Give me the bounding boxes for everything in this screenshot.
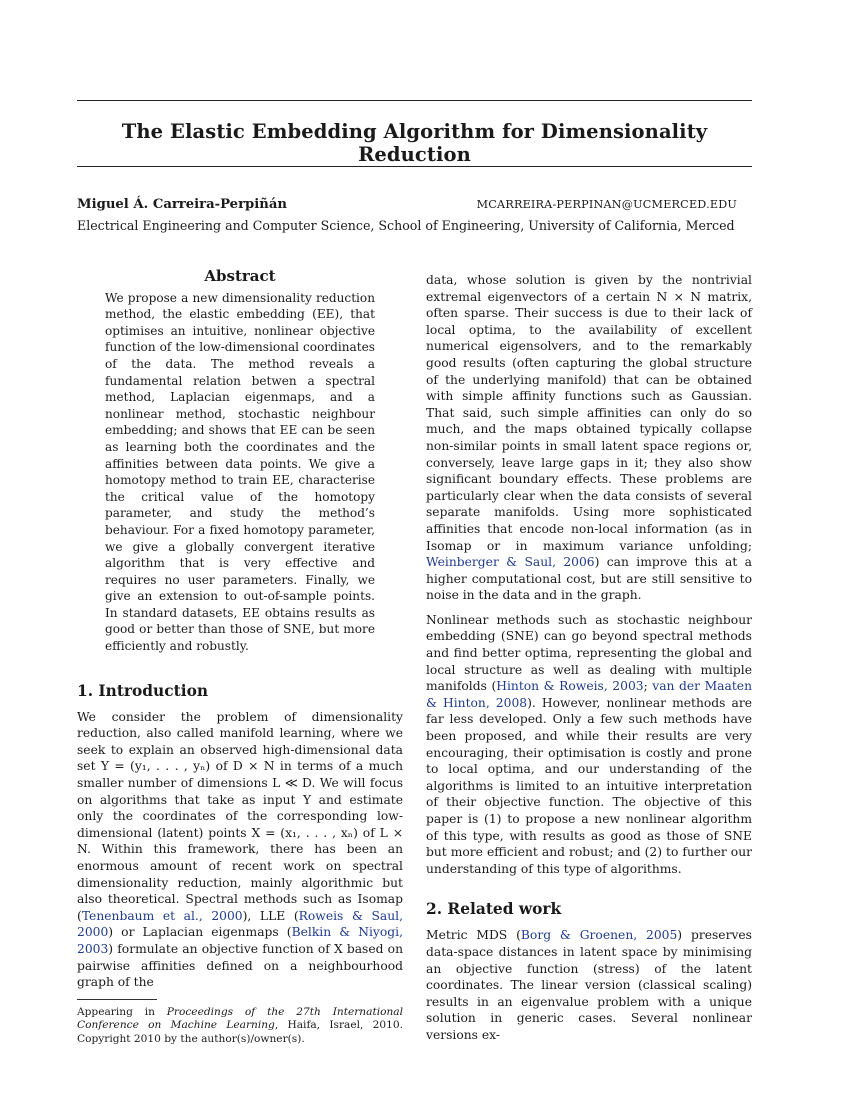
title-top-rule [77,100,752,101]
intro-text-c: ) or Laplacian eigenmaps ( [108,925,292,940]
author-row [77,197,737,213]
intro-text-b: ), LLE ( [242,908,299,923]
author-name: Miguel Á. Carreira-Perpiñán [77,197,287,212]
footnote-venue: Proceedings of the 27th International Conference on Machine Learning [77,1005,403,1032]
intro-cont-text-a: data, whose solution is given by the nontrivial extremal eigenvectors of a certain N × N matrix, often sparse. Their success is due to their lack of local optima, to the availability of excellent numerical eigensolvers, and to the remarkably good results (often capturing the global structure of the underlying manifold) that can be obtained with simple affinity functions such as Gaussian. That said, such simple affinities can only do so much, and the maps obtained typically collapse non-similar points in small latent space regions or, conversely, leave large gaps in it; they also show significant boundary effects. These problems are particularly clear when the data consists of several separate manifolds. Using more sophisticated affinities that encode non-local information (as in Isomap or in maximum variance unfolding; [426,273,752,553]
abstract-heading: Abstract [204,267,276,285]
related-work-paragraph-1 [426,927,752,1043]
paper-title: The Elastic Embedding Algorithm for Dimensionality Reduction [121,120,708,166]
related-text-a: Metric MDS ( [426,928,521,943]
footnote-prefix: Appearing in [77,1005,167,1018]
abstract-body: We propose a new dimensionality reduction method, the elastic embedding (EE), that optimises an intuitive, nonlinear objective function of the low-dimensional coordinates of the data. The method reveals a fundamental relation betwen a spectral method, Laplacian eigenmaps, and a nonlinear method, stochastic neighbour embedding; and shows that EE can be seen as learning both the coordinates and the affinities between data points. We give a homotopy method to train EE, characterise the critical value of the homotopy parameter, and study the method’s behaviour. For a fixed homotopy parameter, we give a globally convergent iterative algorithm that is very effective and requires no user parameters. Finally, we give an extension to out-of-sample points. In standard datasets, EE obtains results as good or better than those of SNE, but more efficiently and robustly. [105,290,375,654]
introduction-paragraph-1 [77,709,403,991]
citation-hinton-roweis[interactable]: Hinton & Roweis, 2003 [496,679,644,694]
title-bottom-rule [77,166,752,167]
author-email[interactable]: MCARREIRA-PERPINAN@UCMERCED.EDU [476,198,737,211]
left-column [77,268,403,1047]
citation-tenenbaum[interactable]: Tenenbaum et al., 2000 [81,908,243,923]
introduction-paragraph-1-continued [426,272,752,604]
introduction-heading: 1. Introduction [77,681,209,700]
footnote [77,1006,403,1047]
intro-cont-text-b: ) can improve this at a higher computational cost, but are still sensitive to noise in the data and in the graph. [426,555,752,603]
related-work-heading: 2. Related work [426,900,562,919]
intro2-sep: ; [643,679,653,694]
intro2-text-a: Nonlinear methods such as stochastic neighbour embedding (SNE) can go beyond spectral methods and find better optima, representing the global and local structure as well as dealing with multiple manifolds ( [426,612,752,694]
citation-borg-groenen[interactable]: Borg & Groenen, 2005 [520,928,678,943]
footnote-rule [77,999,157,1000]
citation-roweis-saul[interactable]: Roweis & Saul, 2000 [77,908,403,940]
footnote-suffix: , Haifa, Israel, 2010. Copyright 2010 by the author(s)/owner(s). [77,1019,403,1045]
introduction-paragraph-2 [426,612,752,878]
citation-belkin-niyogi[interactable]: Belkin & Niyogi, 2003 [77,925,403,956]
intro2-text-b: ). However, nonlinear methods are far less developed. Only a few such methods have been proposed, and while their results are very encouraging, their optimisation is costly and prone to local optima, and our understanding of the algorithms is limited to an intuitive interpretation of their objective function. The objective of this paper is (1) to propose a new nonlinear algorithm of this type, with results as good as those of SNE but more efficient and robust; and (2) to further our understanding of this type of algorithms. [426,695,753,876]
right-column [426,272,752,1052]
related-text-b: ) preserves data-space distances in latent space by minimising an objective function (stress) of the latent coordinates. The linear version (classical scaling) results in an eigenvalue problem with a unique solution in generic cases. Several nonlinear versions ex- [426,928,752,1042]
citation-van-der-maaten-hinton[interactable]: van der Maaten & Hinton, 2008 [426,679,752,710]
author-affiliation: Electrical Engineering and Computer Science, School of Engineering, University of California, Merced [77,218,735,233]
intro-text-d: ) formulate an objective function of X based on pairwise affinities defined on a neighbourhood graph of the [77,941,403,990]
citation-weinberger-saul[interactable]: Weinberger & Saul, 2006 [426,555,595,570]
intro-text-a: We consider the problem of dimensionality reduction, also called manifold learning, where we seek to explain an observed high-dimensional data set Y = (y₁, . . . , yₙ) of D × N in terms of a much smaller number of dimensions L ≪ D. We will focus on algorithms that take as input Y and estimate only the coordinates of the corresponding low-dimensional (latent) points X = (x₁, . . . , xₙ) of L × N. Within this framework, there has been an enormous amount of recent work on spectral dimensionality reduction, mainly algorithmic but also theoretical. Spectral methods such as Isomap ( [77,709,403,923]
